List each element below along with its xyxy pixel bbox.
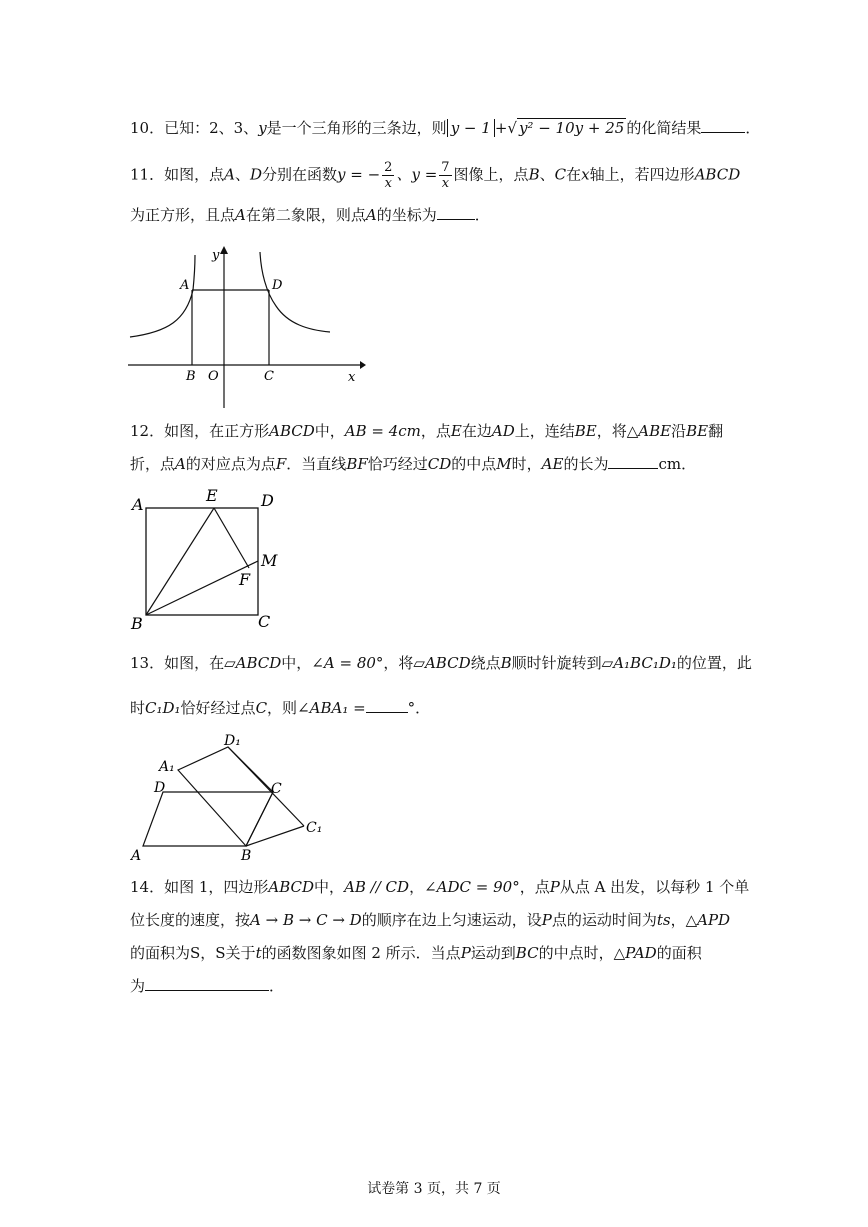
q14-text-14: 的面积 <box>656 944 702 962</box>
q12-text-12: 恰巧经过 <box>367 455 428 473</box>
q12-label-d: D <box>261 491 274 510</box>
q12-number: 12． <box>130 422 165 440</box>
q14-text-9: ， <box>670 911 686 929</box>
q14-text-3: ， <box>409 878 425 896</box>
q11-figure <box>128 240 368 410</box>
page-footer: 试卷第 3 页，共 7 页 <box>367 1181 501 1197</box>
q12-seg-ae: AE <box>541 455 564 473</box>
q14-point-p: P <box>549 878 560 896</box>
q11-label-y: y <box>212 248 220 263</box>
q13-text-9: ，则 <box>267 699 298 717</box>
q14-path: A → B → C → D <box>250 911 362 929</box>
q11-text-6: 为正方形，且点 <box>130 206 236 224</box>
q14-point-p-2: P <box>541 911 552 929</box>
q11-f2-den: x <box>441 176 450 191</box>
q12-text-11: ．当直线 <box>286 455 347 473</box>
q12-label-a: A <box>132 495 144 514</box>
q13-text-4: 绕点 <box>470 654 501 672</box>
q12-text-10: 的对应点为点 <box>185 455 276 473</box>
q11-quad: ABCD <box>694 165 741 184</box>
q14-text: 如图 1，四边形 <box>164 878 269 896</box>
q11-label-c: C <box>264 369 274 384</box>
q13-answer-blank <box>366 698 408 713</box>
q13-text-7: 时 <box>130 699 146 717</box>
q13-text-5: 顺时针旋转到 <box>511 654 602 672</box>
q14-text-8: 点的运动时间为 <box>551 911 657 929</box>
q11-point-b: B <box>528 165 540 184</box>
q10-answer-blank <box>701 118 745 133</box>
q12-text-9: 折，点 <box>130 455 176 473</box>
q12-label-b: B <box>131 614 143 633</box>
q11-label-b: B <box>186 369 196 384</box>
q12-tri: △ABE <box>626 422 672 440</box>
q14-text-2: 中， <box>314 878 345 896</box>
q10-plus: + <box>494 119 508 137</box>
q12-seg-be-2: BE <box>686 422 709 440</box>
q11-number: 11． <box>130 165 165 184</box>
q14-text-4: ，点 <box>519 878 550 896</box>
q13-label-d: D <box>154 780 166 796</box>
question-12-line-2 <box>130 454 696 474</box>
q14-angle: ∠ADC = 90° <box>424 878 520 896</box>
q10-end: ． <box>745 119 761 137</box>
question-11-line-2 <box>130 205 490 225</box>
question-10 <box>130 118 760 138</box>
q12-text: 如图，在正方形 <box>164 422 270 440</box>
q10-text-2: 是一个三角形的三条边，则 <box>266 119 447 137</box>
q12-label-f: F <box>239 570 251 589</box>
q11-f1-den: x <box>384 176 392 191</box>
q11-point-d: D <box>249 165 262 184</box>
q12-text-13: 的中点 <box>451 455 497 473</box>
q12-end: ． <box>681 455 697 473</box>
q14-tri-2: △PAD <box>613 944 657 962</box>
q11-point-a-2: A <box>235 206 246 224</box>
q12-text-5: 上，连结 <box>514 422 575 440</box>
q12-figure <box>128 484 298 634</box>
q12-point-e: E <box>450 422 462 440</box>
q14-quad: ABCD <box>268 878 315 896</box>
q12-label-m: M <box>261 551 278 570</box>
q14-answer-blank <box>145 976 269 991</box>
q11-answer-blank <box>437 205 475 220</box>
q11-text-3: 图像上，点 <box>453 165 529 184</box>
q10-sqrt-expr: y² − 10y + 25 <box>518 119 625 137</box>
q11-text-7: 在第二象限，则点 <box>245 206 366 224</box>
q11-text-5: 轴上，若四边形 <box>589 165 695 184</box>
q14-text-10: 的面积为S，S关于 <box>130 944 256 962</box>
q13-point-b: B <box>500 654 512 672</box>
q12-text-8: 翻 <box>708 422 724 440</box>
q11-label-a: A <box>180 278 190 293</box>
q11-sep: 、 <box>234 165 250 184</box>
q11-text-4: 在 <box>566 165 582 184</box>
q10-number: 10． <box>130 119 165 137</box>
q12-label-c: C <box>258 612 271 631</box>
question-14-line-1 <box>130 877 749 897</box>
q13-label-a1: A₁ <box>159 759 175 775</box>
q12-text-6: ，将 <box>596 422 627 440</box>
q13-angle-2: ∠ABA₁ = <box>297 699 366 717</box>
q12-text-14: 时， <box>511 455 542 473</box>
q11-point-a-3: A <box>365 206 377 224</box>
q11-label-x: x <box>348 370 356 385</box>
q11-f1-num: 2 <box>384 160 393 175</box>
q11-text-2: 分别在函数 <box>262 165 338 184</box>
q13-par-1: ▱ABCD <box>224 654 282 672</box>
q14-text-5: 从点 A 出发，以每秒 1 个单 <box>559 878 750 896</box>
q11-point-c: C <box>554 165 567 184</box>
q11-f2-num: 7 <box>441 160 450 175</box>
q14-seg-bc: BC <box>515 944 539 962</box>
q11-fraction-2 <box>439 160 451 191</box>
q12-unit: cm <box>658 455 682 473</box>
question-14-line-4 <box>130 976 284 996</box>
q14-text-15: 为 <box>130 977 146 995</box>
q13-seg: C₁D₁ <box>145 699 181 717</box>
q12-label-e: E <box>206 486 218 505</box>
q13-par-2: ▱ABCD <box>413 654 471 672</box>
q12-seg-be: BE <box>574 422 597 440</box>
q13-text-8: 恰好经过点 <box>180 699 256 717</box>
q11-label-d: D <box>272 278 283 293</box>
q11-sep-2: 、 <box>539 165 555 184</box>
q11-text-8: 的坐标为 <box>376 206 437 224</box>
q12-eq: AB = 4cm <box>344 422 421 440</box>
q10-var: y <box>258 119 267 137</box>
q14-tri: △APD <box>685 911 731 929</box>
q12-seg-ad: AD <box>491 422 515 440</box>
q14-text-13: 的中点时， <box>538 944 614 962</box>
q13-point-c: C <box>255 699 268 717</box>
q10-abs-expr: y − 1 <box>447 119 495 137</box>
q13-label-c: C <box>271 781 282 797</box>
q13-text: 如图，在 <box>164 654 225 672</box>
q11-fraction-1 <box>382 160 394 191</box>
q14-t: t <box>255 944 262 962</box>
q13-par-3: ▱A₁BC₁D₁ <box>601 654 677 672</box>
q14-parallel: AB // CD <box>344 878 410 896</box>
q14-end: ． <box>269 977 285 995</box>
q11-end: ． <box>474 206 490 224</box>
q14-text-11: 的函数图象如图 2 所示．当点 <box>261 944 461 962</box>
q11-text: 如图，点 <box>164 165 225 184</box>
q14-text-6: 位长度的速度，按 <box>130 911 251 929</box>
q12-text-7: 沿 <box>671 422 687 440</box>
q13-text-3: ，将 <box>383 654 414 672</box>
q13-angle: ∠A = 80° <box>311 654 384 672</box>
q12-point-m: M <box>496 455 512 473</box>
q14-point-p-3: P <box>460 944 471 962</box>
q10-text: 已知：2、3、 <box>164 119 259 137</box>
q14-number: 14． <box>130 878 165 896</box>
q12-text-2: 中， <box>314 422 345 440</box>
question-14-line-2 <box>130 910 730 930</box>
q13-text-6: 的位置，此 <box>676 654 752 672</box>
question-13-line-1 <box>130 653 752 673</box>
q13-number: 13． <box>130 654 165 672</box>
q13-figure <box>128 730 338 865</box>
q12-line-bf: BF <box>346 455 368 473</box>
q13-label-c1: C₁ <box>306 820 323 836</box>
q11-x: x <box>581 165 590 184</box>
q11-func-2-left: 、y = <box>396 165 438 184</box>
q12-square: ABCD <box>269 422 315 440</box>
question-14-line-3 <box>130 943 702 963</box>
q10-sqrt-sign: √ <box>507 119 517 137</box>
q12-text-15: 的长为 <box>563 455 609 473</box>
q14-ts: ts <box>656 911 671 929</box>
q12-seg-cd: CD <box>427 455 452 473</box>
q10-text-3: 的化简结果 <box>626 119 702 137</box>
question-12-line-1 <box>130 421 723 441</box>
q13-label-b: B <box>241 848 252 864</box>
q13-label-d1: D₁ <box>224 733 241 749</box>
q11-point-a: A <box>224 165 235 184</box>
q13-text-2: 中， <box>281 654 312 672</box>
q14-text-12: 运动到 <box>470 944 516 962</box>
q11-func-1-left: y = − <box>337 165 381 184</box>
q13-deg: °． <box>407 699 431 717</box>
q12-point-a: A <box>175 455 186 473</box>
q14-text-7: 的顺序在边上匀速运动，设 <box>361 911 542 929</box>
q12-point-f: F <box>275 455 287 473</box>
question-13-line-2 <box>130 698 430 718</box>
q11-label-o: O <box>208 369 219 384</box>
question-11-line-1 <box>130 160 740 191</box>
q12-text-3: ，点 <box>420 422 451 440</box>
q13-label-a: A <box>131 848 142 864</box>
q12-text-4: 在边 <box>461 422 492 440</box>
q12-answer-blank <box>608 454 658 469</box>
